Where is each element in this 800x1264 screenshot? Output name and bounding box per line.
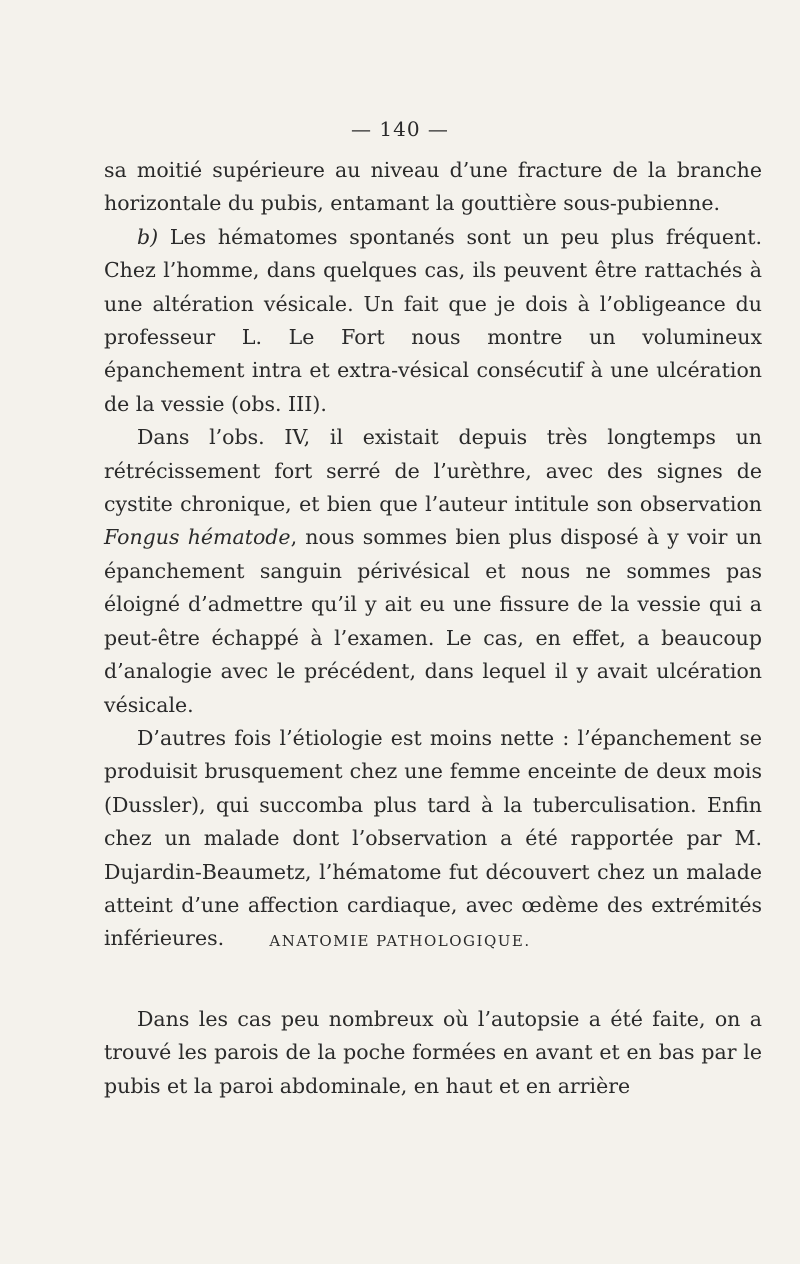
paragraph-spontaneous-hematomas-text: Les hématomes spontanés sont un peu plus fréquent. Chez l’homme, dans quelques cas, ils peuvent être rattachés à une altération vésicale. Un fait que je dois à l’obligeance du professeur L. Le Fort nous montre un volumineux épanchement intra et extra-vésical consécutif à une ulcération de la vessie (obs. III).	[104, 224, 762, 416]
paragraph-autopsy: Dans les cas peu nombreux où l’autopsie a été faite, on a trouvé les parois de la poche formées en avant et en bas par le pubis et la paroi abdominale, en haut et en arrière	[104, 1007, 762, 1098]
paragraph-etiology: D’autres fois l’étiologie est moins nette : l’épanchement se produisit brusquement chez une femme enceinte de deux mois (Dussler), qui succomba plus tard à la tuberculisation. Enfin chez un malade dont l’observation a été rapportée par M. Dujardin-Beaumetz, l’hématome fut découvert chez un malade atteint d’une affection cardiaque, avec œdème des extrémités inférieures.	[104, 725, 762, 951]
section-label-b: b)	[137, 224, 159, 249]
paragraph-spontaneous-hematomas	[104, 221, 762, 421]
main-text-block	[104, 154, 762, 956]
paragraph-observation-iv	[104, 421, 762, 722]
paragraph-observation-iv-start: Dans l’obs. IV, il existait depuis très longtemps un rétrécissement fort serré de l’urèthre, avec des signes de cystite chronique, et bien que l’auteur intitule son observation	[104, 425, 762, 517]
secondary-text-block	[104, 1003, 762, 1103]
section-heading-anatomie: ANATOMIE PATHOLOGIQUE.	[269, 932, 531, 950]
paragraph-observation-iv-end: , nous sommes bien plus disposé à y voir un épanchement sanguin périvésical et nous ne sommes pas éloigné d’admettre qu’il y ait eu une fissure de la vessie qui a peut-être échappé à l’examen. Le cas, en effet, a beaucoup d’analogie avec le précédent, dans lequel il y avait ulcération vésicale.	[104, 525, 763, 717]
paragraph-fracture-continuation: sa moitié supérieure au niveau d’une fracture de la branche horizontale du pubis, entamant la gouttière sous-pubienne.	[104, 158, 762, 216]
page-number: — 140 —	[351, 117, 449, 141]
italic-fongus-hematode: Fongus hématode	[104, 525, 291, 550]
